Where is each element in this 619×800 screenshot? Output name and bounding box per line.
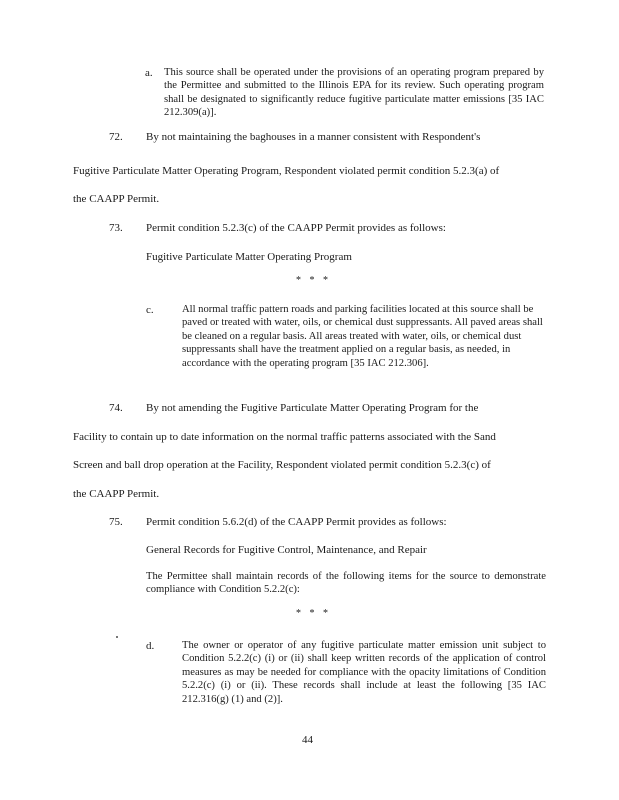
para-75-line: Permit condition 5.6.2(d) of the CAAPP Permit provides as follows: (146, 516, 447, 528)
para-75-number: 75. (109, 516, 123, 528)
item-d-label: d. (146, 640, 155, 652)
para-72-line-1: By not maintaining the baghouses in a manner consistent with Respondent's (146, 131, 481, 143)
para-75-heading: General Records for Fugitive Control, Maintenance, and Repair (146, 544, 427, 556)
para-72-line-3: the CAAPP Permit. (73, 193, 160, 205)
item-d-text: The owner or operator of any fugitive particulate matter emission unit subject to Condition 5.2.2(c) (i) or (ii) shall keep written records of the application of control measures as may be needed for compliance with the opacity limitations of Condition 5.2.2(c) (i) or (ii). These records shall include at least the following [35 IAC 212.316(g) (1) and (2)]. (182, 640, 546, 705)
para-75-stars: * * * (296, 608, 331, 619)
para-73-heading: Fugitive Particulate Matter Operating Program (146, 251, 352, 263)
item-c-label: c. (146, 304, 154, 316)
para-72-line-2: Fugitive Particulate Matter Operating Program, Respondent violated permit condition 5.2.3(a) of (73, 165, 500, 177)
item-a-text: This source shall be operated under the provisions of an operating program prepared by the Permittee and submitted to the Illinois EPA for its review. Such operating program shall be designated to significantly reduce fugitive particulate matter emissions [35 IAC 212.309(a)]. (164, 67, 544, 119)
para-73-stars: * * * (296, 275, 331, 286)
item-a-label: a. (145, 67, 153, 79)
para-73-line: Permit condition 5.2.3(c) of the CAAPP Permit provides as follows: (146, 222, 446, 234)
para-75-intro: The Permittee shall maintain records of the following items for the source to demonstrate compliance with Condition 5.2.2(c): (146, 571, 546, 596)
para-72-number: 72. (109, 131, 123, 143)
para-74-line-1: By not amending the Fugitive Particulate Matter Operating Program for the (146, 402, 479, 414)
page-number: 44 (302, 734, 313, 746)
para-74-line-4: the CAAPP Permit. (73, 488, 160, 500)
item-c-text: All normal traffic pattern roads and parking facilities located at this source shall be paved or treated with water, oils, or chemical dust suppressants. All paved areas shall be cleaned on a regular basis. All areas treated with water, oils, or chemical dust suppressants shall have the treatment applied on a regular basis, as needed, in accordance with the operating program [35 IAC 212.306]. (182, 304, 543, 369)
para-74-number: 74. (109, 402, 123, 414)
para-74-line-2: Facility to contain up to date information on the normal traffic patterns associated with the Sand (73, 431, 496, 443)
para-73-number: 73. (109, 222, 123, 234)
para-74-line-3: Screen and ball drop operation at the Facility, Respondent violated permit condition 5.2.3(c) of (73, 459, 491, 471)
scan-speck (116, 636, 118, 638)
